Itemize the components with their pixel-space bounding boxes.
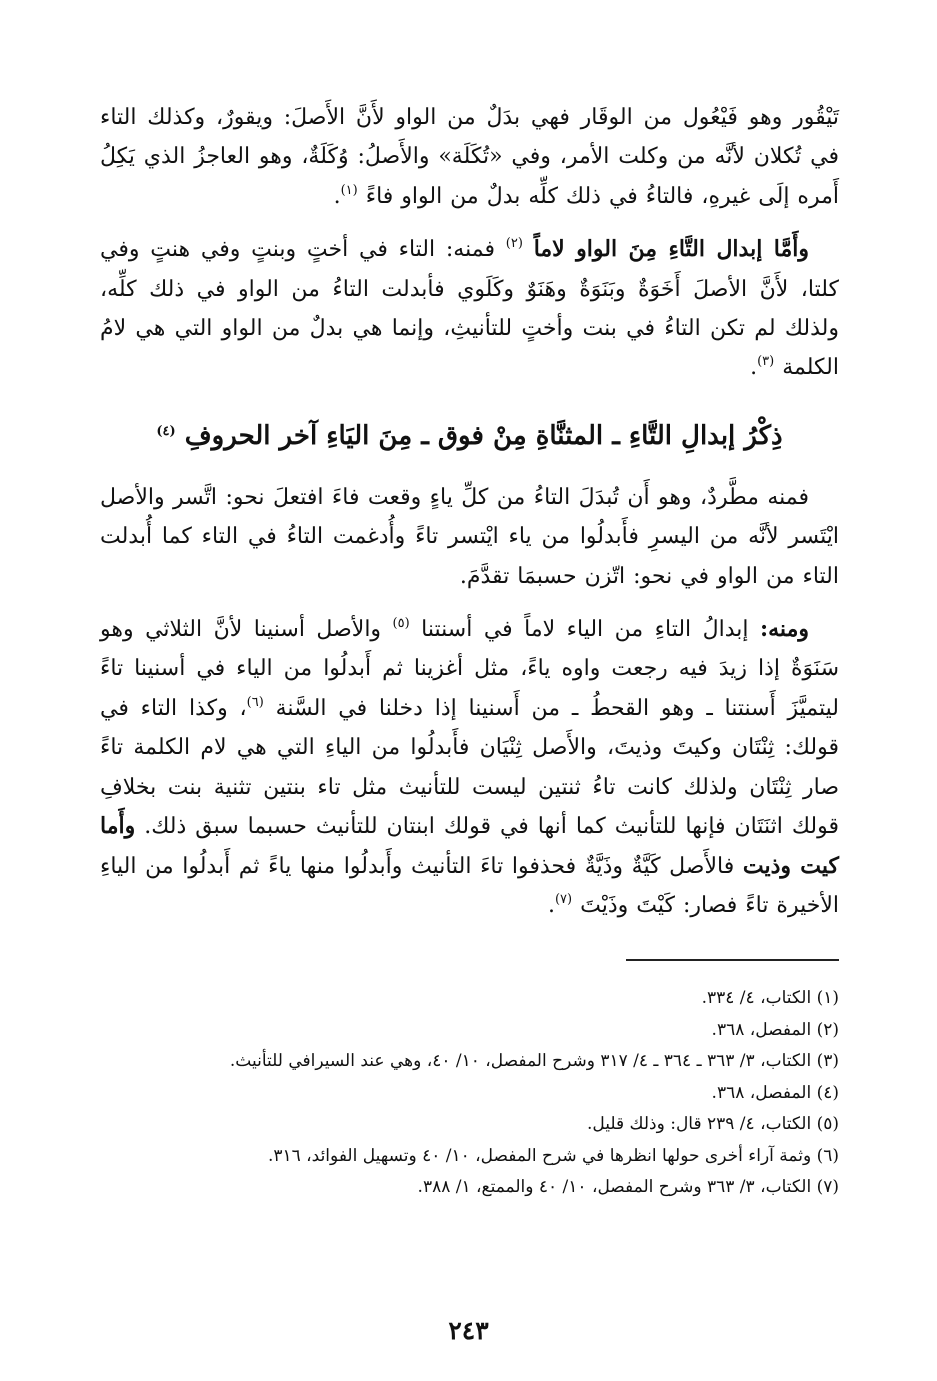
paragraph-text-2: والأصل أسنينا لأنَّ الثلاثي وهو سَنَوَةٌ إذا زيدَ فيه رجعت واوه ياءً، مثل أغزينا ثم أَبدلُوا من الياء في أسنينا تاءً ليتميَّزَ أَسنتنا ـ وهو القحطُ ـ من أَسنينا إذا دخلنا في السَّنة — [100, 617, 840, 721]
paragraph-lead-2: وأَما كيت وذيت — [100, 813, 839, 879]
page-number: ٢٤٣ — [448, 1316, 489, 1345]
footnote-ref: (٥) — [392, 616, 410, 632]
paragraph-text: تَيْقُور وهو فَيْعُول من الوقَار فهي بدَلٌ من الواو لأَنَّ الأَصلَ: ويقورٌ، وكذلك التاء في تُكلان لأنَّه من وكلت الأمر، وفي «تُكَلَة» والأَصلُ: وُكَلَةٌ، وهو العاجزُ الذي يَكِلُ أَمره إلَى غيرهِ، فالتاءُ في ذلك كلِّه بدلٌ من الواو فاءً — [100, 105, 839, 209]
paragraph-tail: . — [459, 563, 467, 589]
section-heading — [100, 416, 839, 456]
paragraph-tail: . — [333, 183, 341, 209]
paragraph-text: فمنه مطَّردٌ، وهو أَن تُبدَلَ التاءُ من كلِّ ياءٍ وقعت فاءَ افتعلَ نحو: اتَّسر والأصل ايْتَسر لأنَّه من اليسرِ فأَبدلُوا من ياء ايْتسر تاءً وأُدغمت التاءُ في التاء كما أُبدلت التاء من الواو في نحو: اتّزن حسبمَا تقدَّمَ — [100, 484, 839, 589]
heading-text: ذِكْرُ إبدالِ التَّاءِ ـ المثنَّاةِ مِنْ فوق ـ مِنَ اليَاءِ آخر الحروفِ — [184, 420, 783, 451]
paragraph-2 — [100, 230, 839, 388]
paragraph-lead: ومنه: — [760, 616, 809, 643]
footnote-ref: (١) — [340, 182, 358, 198]
paragraph-3 — [100, 478, 839, 596]
paragraph-tail: . — [547, 892, 555, 918]
paragraph-text: فمنه: التاء في أختٍ وبنتٍ وفي هنتٍ وفي كلتا، لأَنَّ الأصلَ أَخَوَةٌ وبَنَوَةٌ وهَنَوٌ وكَلَوي فأبدلت التاءُ من الواو في ذلك كلِّه، ولذلك لم تكن التاءُ في بنت وأختٍ للتأنيثِ، وإنما هي بدلٌ من الواو التي هي لامُ الكلمة — [100, 237, 839, 381]
paragraph-1 — [100, 98, 839, 216]
paragraph-text: إبدالُ التاءِ من الياء لاماً في أسنتنا — [421, 617, 749, 643]
footnote-ref: (٣) — [757, 354, 775, 370]
footnote-1: (١) الكتاب، ٤/ ٣٣٤. — [701, 988, 839, 1009]
footnote-2: (٢) المفصل، ٣٦٨. — [711, 1019, 839, 1040]
paragraph-text-4: فالأَصل كَيَّةٌ وذَيَّةٌ فحذفوا تاءَ التأنيث وأَبدلُوا منها ياءً ثم أَبدلُوا من الياءِ الأخيرة تاءً فصار: كَيْتَ وذَيْتَ — [100, 853, 839, 918]
footnote-ref: (٢) — [505, 236, 523, 252]
footnote-4: (٤) المفصل، ٣٦٨. — [711, 1082, 839, 1103]
footnote-ref: (٦) — [246, 694, 264, 710]
paragraph-lead: وأَمَّا إبدال التَّاءِ مِنَ الواو لاماً — [533, 236, 809, 263]
footnotes-list — [100, 983, 839, 1204]
footnote-6: (٦) وثمة آراء أخرى حولها انظرها في شرح المفصل، ١٠/ ٤٠ وتسهيل الفوائد، ٣١٦. — [267, 1145, 839, 1166]
footnote-3: (٣) الكتاب، ٣/ ٣٦٣ ـ ٣٦٤ ـ ٤/ ٣١٧ وشرح المفصل، ١٠/ ٤٠، وهي عند السيرافي للتأنيث. — [229, 1051, 839, 1072]
paragraph-tail: . — [750, 355, 758, 381]
paragraph-text-3: ، وكذا التاء في قولك: ثِنْتَان وكيتَ وذيتَ، والأَصل ثِنْيَان فأَبدلُوا من الياءِ التي هي لام الكلمة تاءً صار ثِنْتَان ولذلك كانت تاءُ ثنتين ليست للتأنيث مثل تاء بنتين تثنية بنت بخلافِ قولك اثنَتَان فإنها للتأنيث كما أنها في قولك ابنتان للتأنيث حسبما سبق ذلك. — [100, 695, 839, 840]
footnote-ref: (٤) — [156, 423, 176, 439]
footnote-separator — [626, 959, 839, 961]
footnote-5: (٥) الكتاب، ٤/ ٢٣٩ قال: وذلك قليل. — [586, 1114, 839, 1135]
footnote-7: (٧) الكتاب، ٣/ ٣٦٣ وشرح المفصل، ١٠/ ٤٠ والممتع، ١/ ٣٨٨. — [417, 1177, 839, 1198]
paragraph-4 — [100, 610, 839, 925]
footnote-ref: (٧) — [554, 891, 573, 907]
